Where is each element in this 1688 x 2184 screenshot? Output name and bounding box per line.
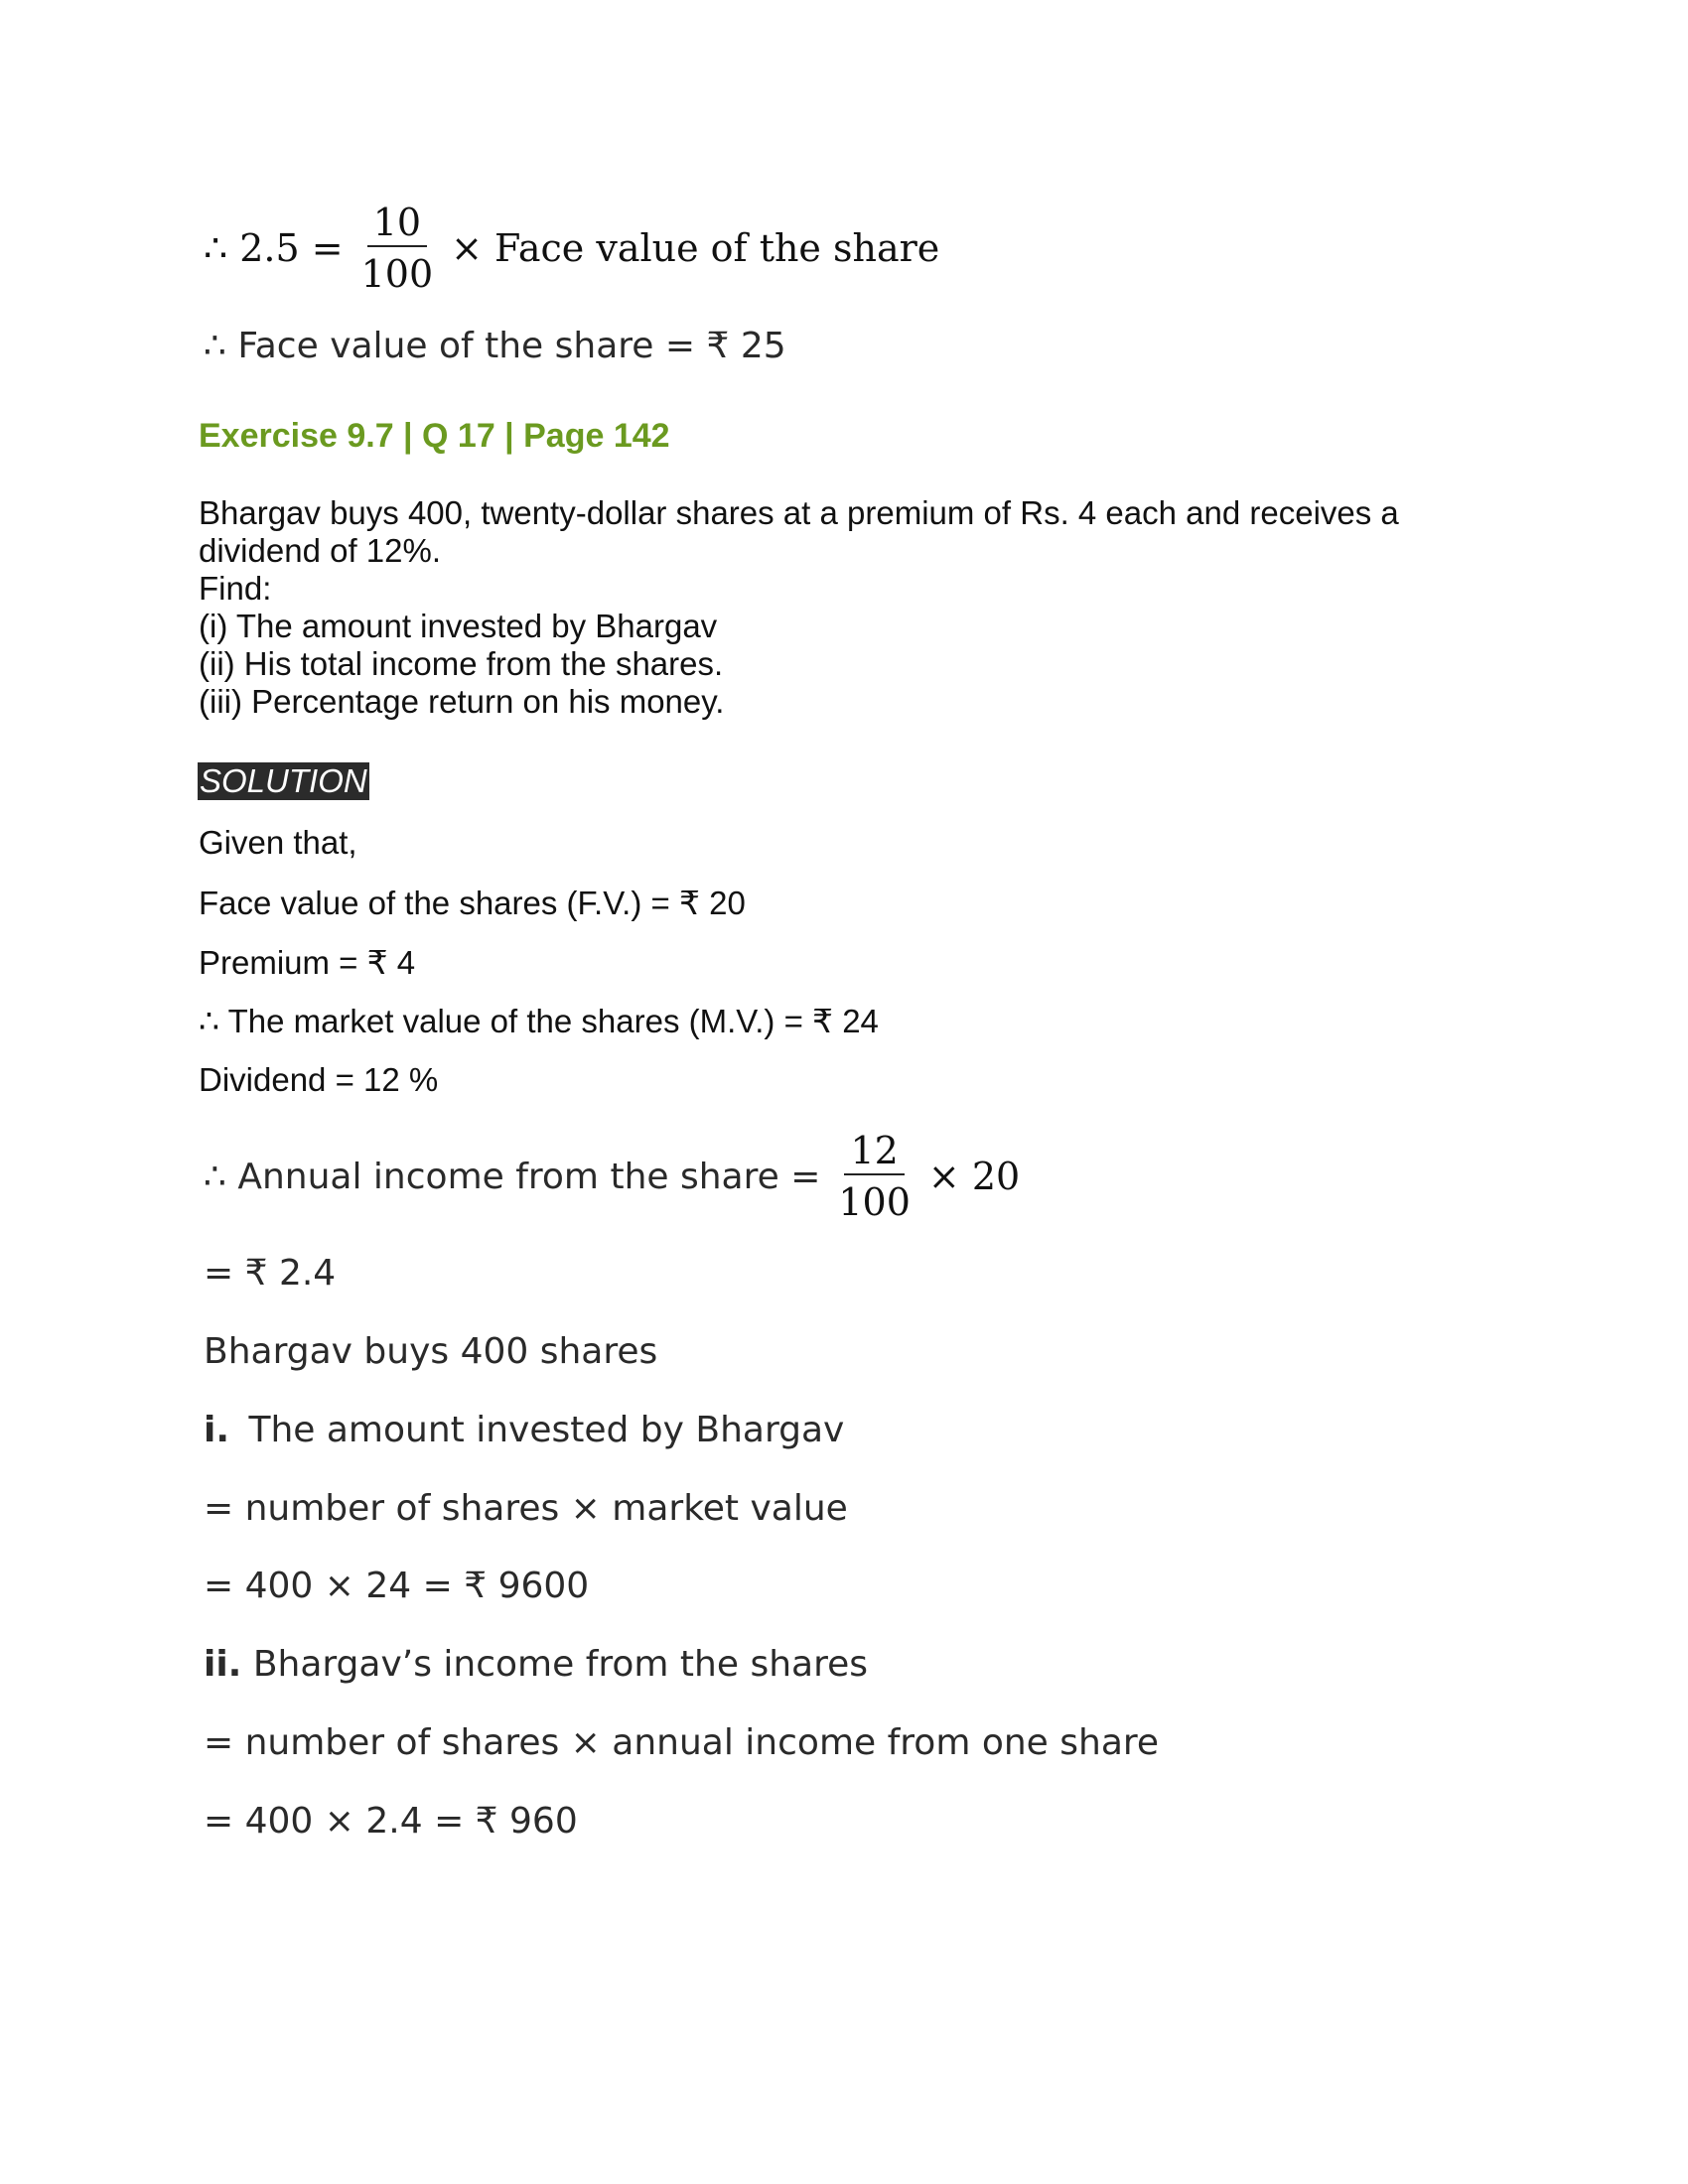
face-value-given: Face value of the shares (F.V.) = ₹ 20	[199, 885, 746, 921]
fraction-10-over-100	[355, 201, 440, 296]
annual-income-result: = ₹ 2.4	[204, 1253, 337, 1294]
question-line-2: dividend of 12%.	[199, 532, 442, 569]
shares-bought: Bhargav buys 400 shares	[204, 1331, 658, 1372]
part-i-text: The amount invested by Bhargav	[248, 1410, 845, 1450]
question-line-3: Find:	[199, 570, 272, 607]
fraction-denominator: 100	[838, 1180, 911, 1224]
fraction-numerator: 10	[367, 204, 427, 247]
premium-given: Premium = ₹ 4	[199, 944, 416, 981]
equation-lhs: ∴ 2.5 =	[204, 226, 344, 270]
part-i-step-2: = 400 × 24 = ₹ 9600	[204, 1566, 590, 1606]
part-ii-text: Bhargav’s income from the shares	[252, 1644, 869, 1685]
annual-income-rhs: × 20	[927, 1155, 1021, 1198]
face-value-result: ∴ Face value of the share = ₹ 25	[204, 326, 786, 366]
question-line-4: (i) The amount invested by Bhargav	[199, 608, 718, 644]
fraction-12-over-100	[832, 1129, 916, 1224]
market-value: ∴ The market value of the shares (M.V.) = ₹ 24	[199, 1003, 879, 1039]
part-ii-heading	[204, 1644, 868, 1685]
given-that: Given that,	[199, 824, 357, 861]
annual-income-lhs: ∴ Annual income from the share =	[204, 1156, 821, 1197]
annual-income-equation	[204, 1129, 1021, 1224]
part-ii-step-1: = number of shares × annual income from one share	[204, 1722, 1160, 1763]
face-value-equation	[204, 201, 940, 296]
fraction-denominator: 100	[360, 252, 434, 296]
fraction-numerator: 12	[844, 1132, 904, 1175]
part-i-step-1: = number of shares × market value	[204, 1488, 848, 1529]
solution-label: SOLUTION	[200, 762, 367, 799]
exercise-heading: Exercise 9.7 | Q 17 | Page 142	[199, 417, 670, 455]
question-line-6: (iii) Percentage return on his money.	[199, 683, 725, 720]
question-line-1: Bhargav buys 400, twenty-dollar shares at a premium of Rs. 4 each and receives a	[199, 494, 1399, 531]
question-line-5: (ii) His total income from the shares.	[199, 645, 724, 682]
part-i-label: i.	[204, 1410, 230, 1450]
part-ii-step-2: = 400 × 2.4 = ₹ 960	[204, 1801, 578, 1842]
part-ii-label: ii.	[204, 1644, 242, 1685]
dividend-given: Dividend = 12 %	[199, 1061, 439, 1098]
part-i-heading	[204, 1410, 844, 1450]
equation-rhs: × Face value of the share	[451, 226, 940, 270]
